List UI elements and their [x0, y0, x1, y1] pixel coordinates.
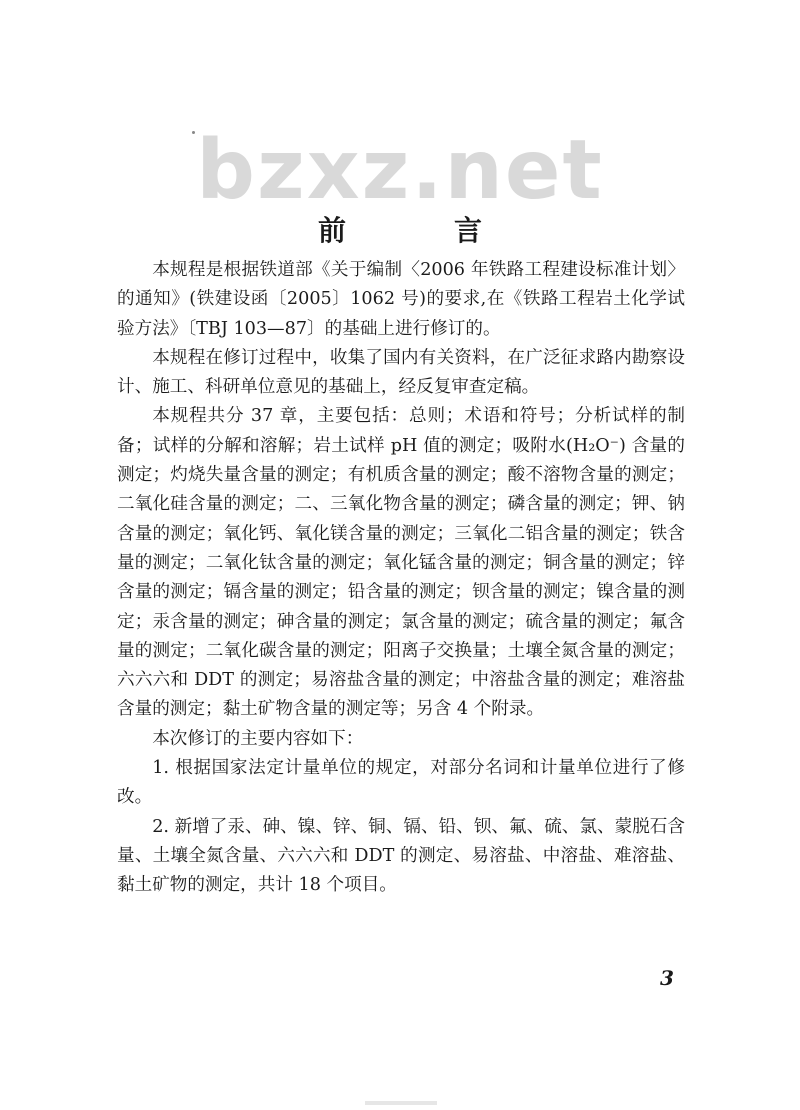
footer-mark	[365, 1101, 437, 1105]
watermark: bzxz.net	[196, 123, 604, 218]
paragraph-3: 本规程共分 37 章，主要包括：总则；术语和符号；分析试样的制备；试样的分解和溶解；岩土试样 pH 值的测定；吸附水(H₂O⁻) 含量的测定；灼烧失量含量的测定；有机质含量的测定；酸不溶物含量的测定；二氧化硅含量的测定；二、三氧化物含量的测定；磷含量的测定；钾、钠含量的测定；氧化钙、氧化镁含量的测定；三氧化二铝含量的测定；铁含量的测定；二氧化钛含量的测定；氧化锰含量的测定；铜含量的测定；锌含量的测定；镉含量的测定；铅含量的测定；钡含量的测定；镍含量的测定；汞含量的测定；砷含量的测定；氯含量的测定；硫含量的测定；氟含量的测定；二氧化碳含量的测定；阳离子交换量；土壤全氮含量的测定；六六六和 DDT 的测定；易溶盐含量的测定；中溶盐含量的测定；难溶盐含量的测定；黏土矿物含量的测定等；另含 4 个附录。	[117, 406, 685, 720]
page-number: 3	[660, 966, 674, 990]
paragraph-5: 1. 根据国家法定计量单位的规定，对部分名词和计量单位进行了修改。	[117, 758, 685, 808]
paragraph-4: 本次修订的主要内容如下：	[152, 728, 364, 749]
page-title: 前 言	[317, 213, 522, 247]
paragraph-6: 2. 新增了汞、砷、镍、锌、铜、镉、铅、钡、氟、硫、氯、蒙脱石含量、土壤全氮含量、六六六和 DDT 的测定、易溶盐、中溶盐、难溶盐、黏土矿物的测定，共计 18 个项目。	[117, 816, 685, 896]
paragraph-1: 本规程是根据铁道部《关于编制〈2006 年铁路工程建设标准计划〉的通知》(铁建设函〔2005〕1062 号)的要求,在《铁路工程岩土化学试验方法》〔TBJ 103—87〕的基础上进行修订的。	[117, 260, 685, 339]
preface-body	[117, 256, 685, 901]
paragraph-2: 本规程在修订过程中，收集了国内有关资料，在广泛征求路内勘察设计、施工、科研单位意见的基础上，经反复审查定稿。	[117, 347, 685, 398]
